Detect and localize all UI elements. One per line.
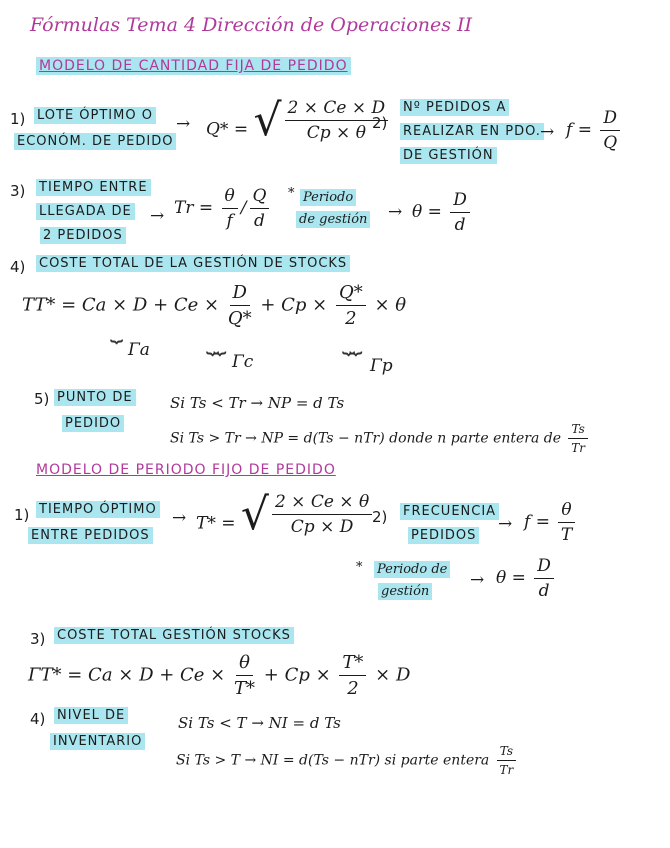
formula-lhs: θ = xyxy=(496,568,526,588)
fraction-numerator: 2 × Ce × θ xyxy=(272,492,372,515)
inventory-case2-text: Si Ts > T → NI = d(Ts − nTr) si parte entera xyxy=(176,752,490,769)
item-number: 2) xyxy=(372,114,388,132)
brace: ⏟⏟ xyxy=(206,330,221,355)
fraction-denominator: Q xyxy=(603,133,618,153)
note-star: * xyxy=(356,560,363,575)
fraction-denominator: 2 xyxy=(347,678,359,699)
page-title: Fórmulas Tema 4 Dirección de Operaciones II xyxy=(30,14,473,36)
arrow: → xyxy=(172,508,187,528)
note-period-line2: de gestión xyxy=(296,212,370,227)
term: + xyxy=(263,664,279,686)
formula-lhs: T* = xyxy=(196,513,236,534)
num-orders-label-line1: Nº PEDIDOS A xyxy=(400,100,509,115)
frequency-label-line1: FRECUENCIA xyxy=(400,504,499,519)
fraction-denominator: Cp × θ xyxy=(306,123,366,143)
fraction-numerator: D xyxy=(600,108,620,131)
fraction-numerator: θ xyxy=(558,500,574,523)
formula-total-cost xyxy=(22,282,406,329)
fraction-numerator: D xyxy=(534,556,554,579)
optimal-time-label-line1: TIEMPO ÓPTIMO xyxy=(36,502,160,517)
fraction-denominator: d xyxy=(454,215,466,235)
section-heading-text: MODELO DE PERIODO FIJO DE PEDIDO xyxy=(36,462,336,478)
fraction-numerator: Ts xyxy=(568,422,587,439)
fraction-numerator: T* xyxy=(339,652,366,676)
fraction-denominator: Tr xyxy=(499,763,514,777)
term: × θ xyxy=(374,294,407,316)
fraction-denominator: T* xyxy=(234,678,256,699)
slash: / xyxy=(240,198,247,218)
reorder-label-line1: PUNTO DE xyxy=(54,390,136,405)
fraction-denominator: 2 xyxy=(345,308,357,329)
term: × D xyxy=(375,664,411,686)
formula-lhs: ΓT* = xyxy=(28,664,83,686)
fraction-numerator: D xyxy=(230,282,250,306)
fraction-denominator: Q* xyxy=(227,308,252,329)
formula-lhs: TT* = xyxy=(22,294,77,316)
fraction-denominator: T xyxy=(560,525,573,545)
section-heading-fixed-period xyxy=(36,462,336,478)
frequency-label-line2: PEDIDOS xyxy=(408,528,479,543)
optimal-time-label-line2: ENTRE PEDIDOS xyxy=(28,528,153,543)
brace-label-cc: Γc xyxy=(232,352,254,372)
sqrt: √ $\frac{2 \times Ce \times D}{Cp \times \theta}$ xyxy=(254,98,392,143)
time-between-label-line2: LLEGADA DE xyxy=(36,204,135,219)
fraction-denominator: d xyxy=(538,581,550,601)
arrow: → xyxy=(150,206,165,226)
reorder-label-line2: PEDIDO xyxy=(62,416,124,431)
term: Ca × D + Ce × xyxy=(81,294,220,316)
total-cost-label: COSTE TOTAL GESTIÓN STOCKS xyxy=(54,628,294,643)
formula-period xyxy=(412,190,473,235)
note-period-line1: Periodo xyxy=(300,190,356,205)
item-number: 3) xyxy=(30,630,46,648)
lot-optimal-label-line1: LOTE ÓPTIMO O xyxy=(34,108,156,123)
brace: ⏟⏟ xyxy=(342,330,357,355)
formula-num-orders xyxy=(566,108,623,153)
fraction-numerator: 2 × Ce × D xyxy=(285,98,389,121)
fraction-numerator: θ xyxy=(236,652,253,676)
fraction-denominator: Cp × D xyxy=(290,517,354,537)
arrow: → xyxy=(388,202,403,222)
fraction-denominator: d xyxy=(254,211,265,231)
inventory-case1: Si Ts < T → NI = d Ts xyxy=(178,714,341,732)
item-number: 4) xyxy=(30,710,46,728)
inventory-level-label-line2: INVENTARIO xyxy=(50,734,145,749)
num-orders-label-line3: DE GESTIÓN xyxy=(400,148,497,163)
fraction-denominator: f xyxy=(226,211,233,231)
fraction-numerator: Q xyxy=(250,186,270,209)
brace-label-ca: Γa xyxy=(128,340,150,360)
note-star: * xyxy=(288,186,295,201)
fraction-denominator: Tr xyxy=(571,441,585,455)
formula-lhs: Tr = xyxy=(174,198,214,218)
section-heading-text: MODELO DE CANTIDAD FIJA DE PEDIDO xyxy=(36,57,351,75)
total-cost-label: COSTE TOTAL DE LA GESTIÓN DE STOCKS xyxy=(36,256,350,271)
reorder-case2-text: Si Ts > Tr → NP = d(Ts − nTr) donde n parte entera de xyxy=(170,430,562,447)
arrow: → xyxy=(540,122,555,142)
time-between-label-line3: 2 PEDIDOS xyxy=(40,228,126,243)
formula-lhs: Q* = xyxy=(206,119,249,140)
formula-time-between xyxy=(174,186,272,231)
brace: ⏟ xyxy=(110,318,124,343)
time-between-label-line1: TIEMPO ENTRE xyxy=(36,180,151,195)
formula-total-cost-period xyxy=(28,652,410,699)
item-number: 4) xyxy=(10,258,26,276)
section-heading-fixed-quantity xyxy=(36,58,351,74)
inventory-level-label-line1: NIVEL DE xyxy=(54,708,128,723)
formula-lhs: θ = xyxy=(412,202,442,222)
item-number: 3) xyxy=(10,182,26,200)
fraction-numerator: Ts xyxy=(497,744,516,761)
item-number: 1) xyxy=(14,506,30,524)
reorder-case2 xyxy=(170,422,591,455)
arrow: → xyxy=(470,570,485,590)
fraction-numerator: D xyxy=(450,190,470,213)
item-number: 1) xyxy=(10,110,26,128)
term: + Cp × xyxy=(260,294,328,316)
item-number: 5) xyxy=(34,390,50,408)
lot-optimal-label-line2: ECONÓM. DE PEDIDO xyxy=(14,134,176,149)
fraction-numerator: Q* xyxy=(336,282,366,306)
arrow: → xyxy=(498,514,513,534)
reorder-case1: Si Ts < Tr → NP = d Ts xyxy=(170,394,345,412)
brace-label-cp: Γp xyxy=(370,356,393,376)
arrow: → xyxy=(176,114,191,134)
note-period-line2: gestión xyxy=(378,584,432,599)
formula-period xyxy=(496,556,557,601)
formula-lhs: f = xyxy=(566,120,592,140)
num-orders-label-line2: REALIZAR EN PDO. xyxy=(400,124,544,139)
formula-optimal-lot xyxy=(206,94,391,146)
formula-optimal-time xyxy=(196,488,375,540)
term: Cp × xyxy=(284,664,331,686)
fraction-numerator: θ xyxy=(222,186,238,209)
formula-frequency xyxy=(524,500,578,545)
formula-lhs: f = xyxy=(524,512,550,532)
sqrt: √ $\frac{2 \times Ce \times \theta}{Cp \times D}$ xyxy=(241,492,375,537)
item-number: 2) xyxy=(372,508,388,526)
inventory-case2 xyxy=(176,744,519,777)
term: Ca × D + Ce × xyxy=(88,664,226,686)
note-period-line1: Periodo de xyxy=(374,562,450,577)
